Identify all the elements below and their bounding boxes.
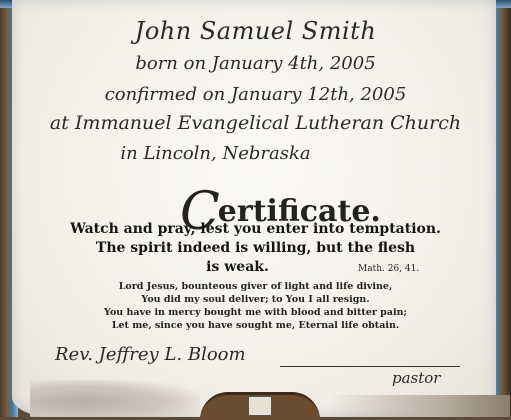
confirmation-date-line: confirmed on January 12th, 2005 [104,84,407,105]
pastor-label: pastor [392,369,441,387]
verse-line-3: is weak. [206,259,269,275]
birth-date-line: born on January 4th, 2005 [135,53,376,74]
city-line: in Lincoln, Nebraska [120,143,311,164]
recipient-name: John Samuel Smith [134,17,377,45]
hymn-line-4: Let me, since you have sought me, Eternal life obtain. [111,320,400,331]
pastor-name: Rev. Jeffrey L. Bloom [55,344,246,365]
verse-reference: Math. 26, 41. [358,264,420,274]
hymn-line-1: Lord Jesus, bounteous giver of light and life divine, [118,281,393,292]
verse-line-1: Watch and pray, lest you enter into temptation. [70,221,441,237]
signature-line [280,366,460,367]
book-illustration [248,396,272,416]
certificate-title-rest: ertificate. [217,194,381,229]
decorative-illustration-left [30,380,200,417]
verse-line-2: The spirit indeed is willing, but the flesh [95,240,416,256]
decorative-illustration-right [330,395,510,417]
church-line: at Immanuel Evangelical Lutheran Church [49,112,462,134]
hymn-line-3: You have in mercy bought me with blood and bitter pain; [104,307,407,318]
hymn-line-2: You did my soul deliver; to You I all resign. [141,294,370,305]
certificate-title-initial: C [180,182,220,242]
